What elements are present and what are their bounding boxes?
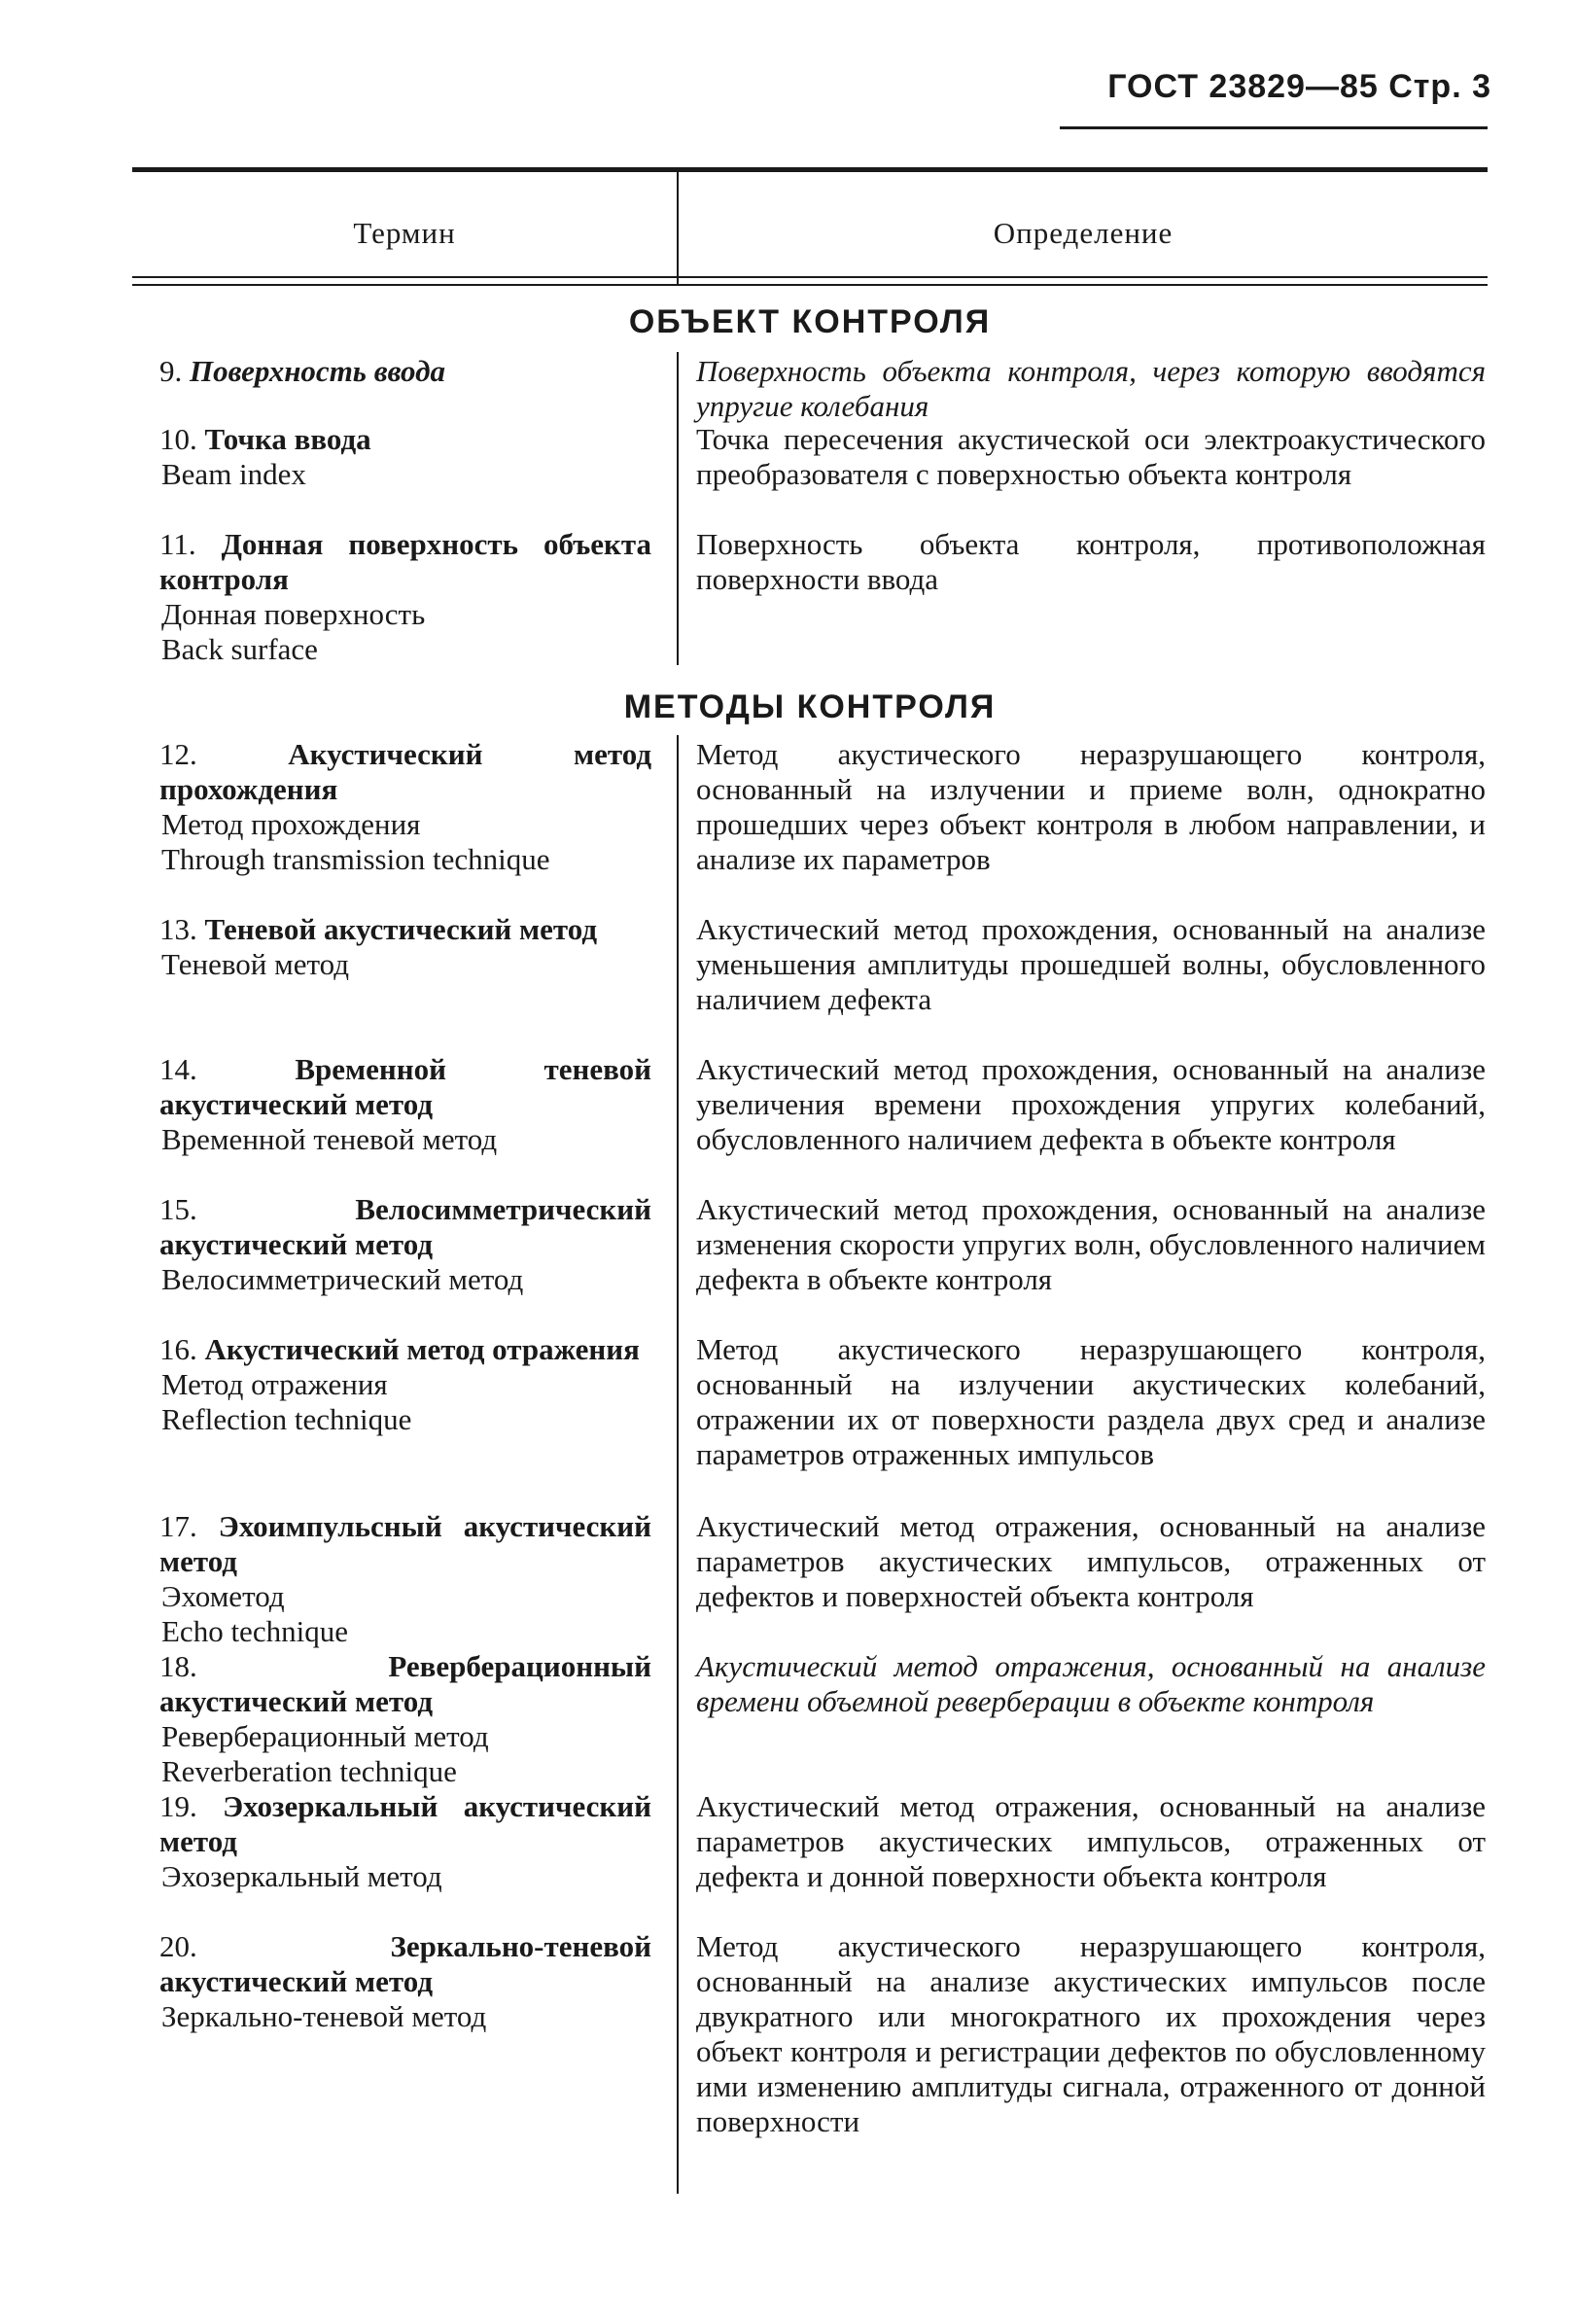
definition: Акустический метод прохождения, основанный на анализе уменьшения амплитуды прошедшей волны, обусловленного наличием дефекта bbox=[696, 912, 1486, 1016]
term-entry bbox=[132, 422, 651, 492]
term-name: Донная поверхность объекта контроля bbox=[159, 527, 652, 596]
term-number: 10. bbox=[159, 422, 197, 456]
term-synonym: Reverberation technique bbox=[161, 1754, 457, 1788]
term-name: Точка ввода bbox=[204, 422, 371, 456]
term-name: Эхозеркальный акустический метод bbox=[159, 1789, 651, 1858]
term-entry bbox=[132, 1509, 651, 1649]
term-entry bbox=[132, 1052, 651, 1157]
term-number: 11. bbox=[159, 527, 196, 561]
term-entry bbox=[132, 527, 651, 667]
table-top-rule bbox=[132, 167, 1488, 172]
term-name: Поверхность ввода bbox=[190, 354, 445, 388]
term-number: 16. bbox=[159, 1332, 197, 1366]
term-synonym: Reflection technique bbox=[161, 1402, 412, 1436]
column-header-term: Термин bbox=[353, 216, 456, 250]
term-number: 18. bbox=[159, 1649, 197, 1683]
term-number: 12. bbox=[159, 737, 197, 771]
header-rule bbox=[1060, 126, 1488, 129]
term-entry bbox=[132, 912, 651, 982]
definition: Точка пересечения акустической оси электроакустического преобразователя с поверхностью объекта контроля bbox=[696, 422, 1486, 491]
term-entry bbox=[132, 354, 651, 389]
term-synonym: Теневой метод bbox=[161, 947, 350, 981]
term-entry bbox=[132, 1789, 651, 1894]
term-entry bbox=[132, 1649, 651, 1789]
definition: Акустический метод прохождения, основанный на анализе увеличения времени прохождения упругих колебаний, обусловленного наличием дефекта в объекте контроля bbox=[696, 1052, 1486, 1156]
term-synonym: Эхометод bbox=[161, 1579, 285, 1613]
definition: Акустический метод отражения, основанный на анализе параметров акустических импульсов, отраженных от дефекта и донной поверхности объекта контроля bbox=[696, 1789, 1486, 1893]
definition: Метод акустического неразрушающего контроля, основанный на излучении акустических колебаний, отражении их от поверхности раздела двух сред и анализе параметров отраженных импульсов bbox=[696, 1332, 1486, 1471]
column-divider bbox=[677, 735, 679, 2194]
term-name: Реверберационный акустический метод bbox=[159, 1649, 651, 1718]
column-header-rule bbox=[132, 276, 1488, 278]
definition: Акустический метод прохождения, основанный на анализе изменения скорости упругих волн, обусловленного наличием дефекта в объекте контроля bbox=[696, 1192, 1486, 1296]
term-synonym: Велосимметрический метод bbox=[161, 1262, 524, 1296]
term-name: Акустический метод отражения bbox=[204, 1332, 640, 1366]
term-name: Временной теневой акустический метод bbox=[159, 1052, 652, 1121]
term-number: 15. bbox=[159, 1192, 197, 1226]
term-synonym: Through transmission technique bbox=[161, 842, 550, 876]
column-header-definition: Определение bbox=[993, 216, 1174, 250]
definition: Акустический метод отражения, основанный на анализе времени объемной реверберации в объекте контроля bbox=[696, 1649, 1486, 1718]
term-synonym: Эхозеркальный метод bbox=[161, 1859, 442, 1893]
section-title: ОБЪЕКТ КОНТРОЛЯ bbox=[628, 303, 992, 340]
term-number: 17. bbox=[159, 1509, 197, 1543]
term-number: 13. bbox=[159, 912, 197, 946]
definition: Метод акустического неразрушающего контроля, основанный на анализе акустических импульсов после двукратного или многократного их прохождения через объект контроля и регистрации дефектов по обусловленному ими изменению амплитуды сигнала, отраженного от донной поверхности bbox=[696, 1929, 1486, 2138]
term-name: Теневой акустический метод bbox=[204, 912, 598, 946]
term-entry bbox=[132, 737, 651, 877]
definition: Поверхность объекта контроля, противоположная поверхности ввода bbox=[696, 527, 1486, 596]
term-name: Акустический метод прохождения bbox=[159, 737, 651, 806]
term-number: 20. bbox=[159, 1929, 197, 1963]
section-title: МЕТОДЫ КОНТРОЛЯ bbox=[623, 688, 997, 725]
definition: Акустический метод отражения, основанный на анализе параметров акустических импульсов, отраженных от дефектов и поверхностей объекта контроля bbox=[696, 1509, 1486, 1613]
term-synonym: Метод отражения bbox=[161, 1367, 388, 1401]
definition: Метод акустического неразрушающего контроля, основанный на излучении и приеме волн, однократно прошедших через объект контроля в любом направлении, и анализе их параметров bbox=[696, 737, 1486, 876]
term-entry bbox=[132, 1332, 651, 1437]
term-synonym: Beam index bbox=[161, 457, 306, 491]
term-synonym: Временной теневой метод bbox=[161, 1122, 498, 1156]
term-synonym: Донная поверхность bbox=[161, 597, 426, 631]
term-synonym: Метод прохождения bbox=[161, 807, 421, 841]
term-name: Велосимметрический акустический метод bbox=[159, 1192, 651, 1261]
column-header-rule bbox=[132, 284, 1488, 286]
term-number: 19. bbox=[159, 1789, 197, 1823]
definition: Поверхность объекта контроля, через которую вводятся упругие колебания bbox=[696, 354, 1486, 423]
term-synonym: Зеркально-теневой метод bbox=[161, 1999, 487, 2033]
page-header: ГОСТ 23829—85 Стр. 3 bbox=[1107, 68, 1491, 105]
term-number: 9. bbox=[159, 354, 183, 388]
term-synonym: Back surface bbox=[161, 632, 318, 666]
term-entry bbox=[132, 1929, 651, 2034]
term-synonym: Echo technique bbox=[161, 1614, 348, 1648]
term-synonym: Реверберационный метод bbox=[161, 1719, 489, 1753]
term-number: 14. bbox=[159, 1052, 197, 1086]
column-divider bbox=[677, 352, 679, 665]
term-name: Эхоимпульсный акустический метод bbox=[159, 1509, 651, 1578]
term-entry bbox=[132, 1192, 651, 1297]
term-name: Зеркально-теневой акустический метод bbox=[159, 1929, 651, 1998]
